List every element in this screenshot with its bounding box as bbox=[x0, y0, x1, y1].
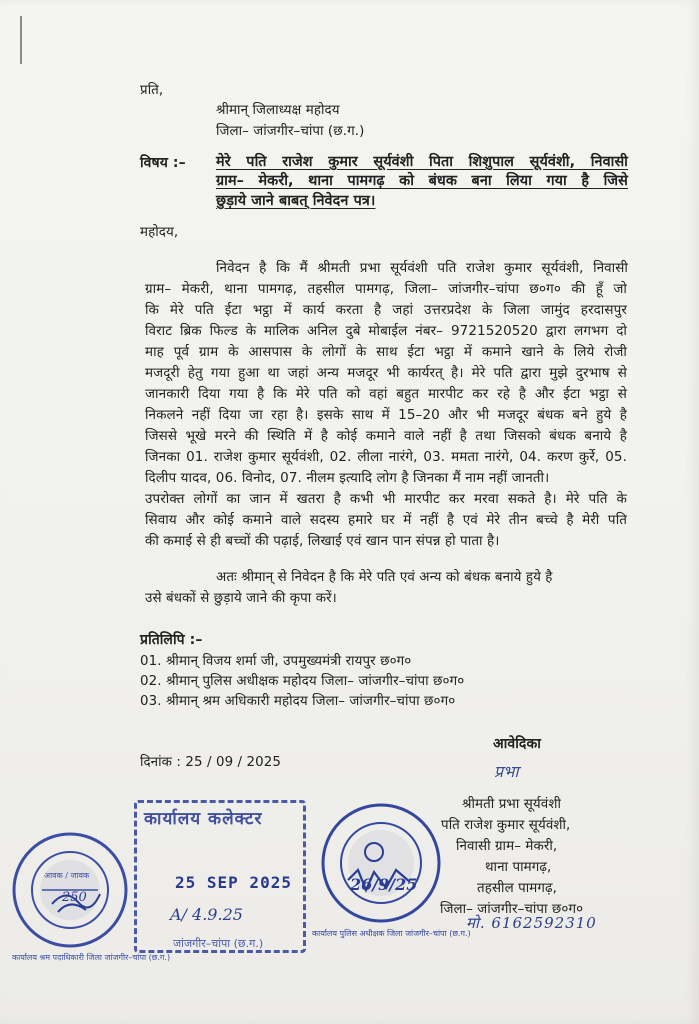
labour-seal-handwritten: 250 bbox=[62, 890, 87, 905]
collector-stamp-initials: A/ 4.9.25 bbox=[170, 905, 243, 924]
body-line: जिससे भूखे मरने की स्थिति में है कोई कमाने वाले नहीं है तथा जिसको बंधक बनाये है bbox=[145, 428, 627, 444]
labour-seal-text: कार्यालय श्रम पदाधिकारी जिला जांजगीर–चांपा (छ.ग.) bbox=[12, 953, 171, 962]
paper-edge-mark bbox=[20, 16, 22, 64]
body-line: जानकारी दिया गया है कि मेरे पति को वहां बहुत मारपीट कर रहे है और ईटा भट्ठा से bbox=[145, 386, 627, 402]
letter-date: दिनांक : 25 / 09 / 2025 bbox=[140, 755, 281, 770]
copy-to-heading: प्रतिलिपि :– bbox=[140, 632, 203, 648]
collector-stamp-title: कार्यालय कलेक्टर bbox=[144, 809, 263, 829]
applicant-address-line: तहसील पामगढ़, bbox=[477, 881, 558, 896]
subject-label: विषय :– bbox=[140, 155, 186, 171]
subject-line-2: ग्राम– मेकरी, थाना पामगढ़ को बंधक बना लिया गया है जिसे bbox=[216, 173, 628, 189]
applicant-heading: आवेदिका bbox=[493, 736, 541, 752]
body-line: की कमाई से ही बच्चों की पढ़ाई, लिखाई एवं खान पान संपन्न हो पाता है। bbox=[145, 533, 500, 549]
salutation: महोदय, bbox=[140, 225, 179, 240]
request-line-2: उसे बंधकों से छुड़ाये जाने की कृपा करें। bbox=[145, 591, 337, 606]
addressee-line-1: श्रीमान् जिलाध्यक्ष महोदय bbox=[216, 103, 340, 118]
body-line: निवेदन है कि मैं श्रीमती प्रभा सूर्यवंशी पति राजेश कुमार सूर्यवंशी, निवासी bbox=[216, 260, 628, 276]
body-line: विराट ब्रिक फिल्ड के मालिक अनिल दुबे मोबाईल नंबर– 9721520520 द्वारा लगभग दो bbox=[145, 323, 627, 339]
copy-to-item: 02. श्रीमान् पुलिस अधीक्षक महोदय जिला– जांजगीर–चांपा छ०ग० bbox=[140, 674, 465, 689]
body-line: ग्राम– मेकरी, थाना पामगढ़, तहसील पामगढ़, जिला– जांजगीर–चांपा छ०ग० की हूँ जो bbox=[145, 281, 627, 297]
applicant-address-line: पति राजेश कुमार सूर्यवंशी, bbox=[441, 818, 571, 833]
sp-office-seal bbox=[318, 800, 444, 926]
body-line: मजदूरी हेतु गया हुआ था जहां अन्य मजदूर भी कार्यरत् है। मेरे पति द्वारा मुझे दुरभाष से bbox=[145, 365, 627, 381]
sp-seal-text: कार्यालय पुलिस अधीक्षक जिला जांजगीर–चांपा (छ.ग.) bbox=[312, 929, 471, 938]
subject-line-3: छुड़ाये जाने बाबत् निवेदन पत्र। bbox=[216, 193, 376, 209]
applicant-address-line: श्रीमती प्रभा सूर्यवंशी bbox=[462, 797, 562, 812]
body-line: उपरोक्त लोगों का जान में खतरा है कभी भी मारपीट कर मरवा सकते है। मेरे पति के bbox=[145, 491, 627, 507]
applicant-address-line: थाना पामगढ़, bbox=[485, 860, 552, 875]
copy-to-item: 03. श्रीमान् श्रम अधिकारी महोदय जिला– जांजगीर–चांपा छ०ग० bbox=[140, 694, 456, 709]
body-line: कि मेरे पति ईटा भट्ठा में कार्य करता है जहां उत्तरप्रदेश के जिला जामुंद हरदासपुर bbox=[145, 302, 627, 318]
addressee-prati: प्रति, bbox=[140, 83, 164, 98]
body-line: सिवाय और कोई कमाने वाले सदस्य हमारे घर में नहीं है एवं मेरे तीन बच्चे है मेरी पति bbox=[145, 512, 627, 528]
body-line: दिलीप यादव, 06. विनोद, 07. नीलम इत्यादि लोग है जिनका मैं नाम नहीं जानती। bbox=[145, 470, 550, 486]
request-line-1: अतः श्रीमान् से निवेदन है कि मेरे पति एवं अन्य को बंधक बनाये हुये है bbox=[216, 570, 553, 585]
subject-line-1: मेरे पति राजेश कुमार सूर्यवंशी पिता शिशुपाल सूर्यवंशी, निवासी bbox=[216, 154, 628, 170]
applicant-signature: प्रभा bbox=[494, 762, 519, 781]
collector-stamp-date: 25 SEP 2025 bbox=[175, 873, 292, 892]
applicant-mobile: मो. 6162592310 bbox=[466, 914, 597, 932]
sp-seal-handwritten: 26/9/25 bbox=[350, 875, 418, 894]
applicant-address-line: निवासी ग्राम– मेकरी, bbox=[456, 839, 558, 854]
body-line: माह पूर्व ग्राम के आसपास के लोगों के साथ ईटा भट्ठा में कमाने खाने के लिये रोजी bbox=[145, 344, 627, 360]
body-line: जिनका 01. राजेश कुमार सूर्यवंशी, 02. लीला नारंगे, 03. ममता नारंगे, 04. करण कुर्रे, 05. bbox=[145, 449, 627, 465]
labour-seal-inner: आवक / जावक bbox=[44, 871, 90, 880]
body-line: निकलने नहीं दिया जा रहा है। इसके साथ में 15–20 और भी मजदूर बंधक बने हुये है bbox=[145, 407, 627, 423]
addressee-line-2: जिला– जांजगीर–चांपा (छ.ग.) bbox=[216, 124, 365, 139]
copy-to-item: 01. श्रीमान् विजय शर्मा जी, उपमुख्यमंत्री रायपुर छ०ग० bbox=[140, 654, 412, 669]
collector-stamp-footer: जांजगीर–चांपा (छ.ग.) bbox=[173, 937, 264, 950]
applicant-address-line: जिला– जांजगीर–चांपा छ०ग० bbox=[440, 902, 584, 917]
